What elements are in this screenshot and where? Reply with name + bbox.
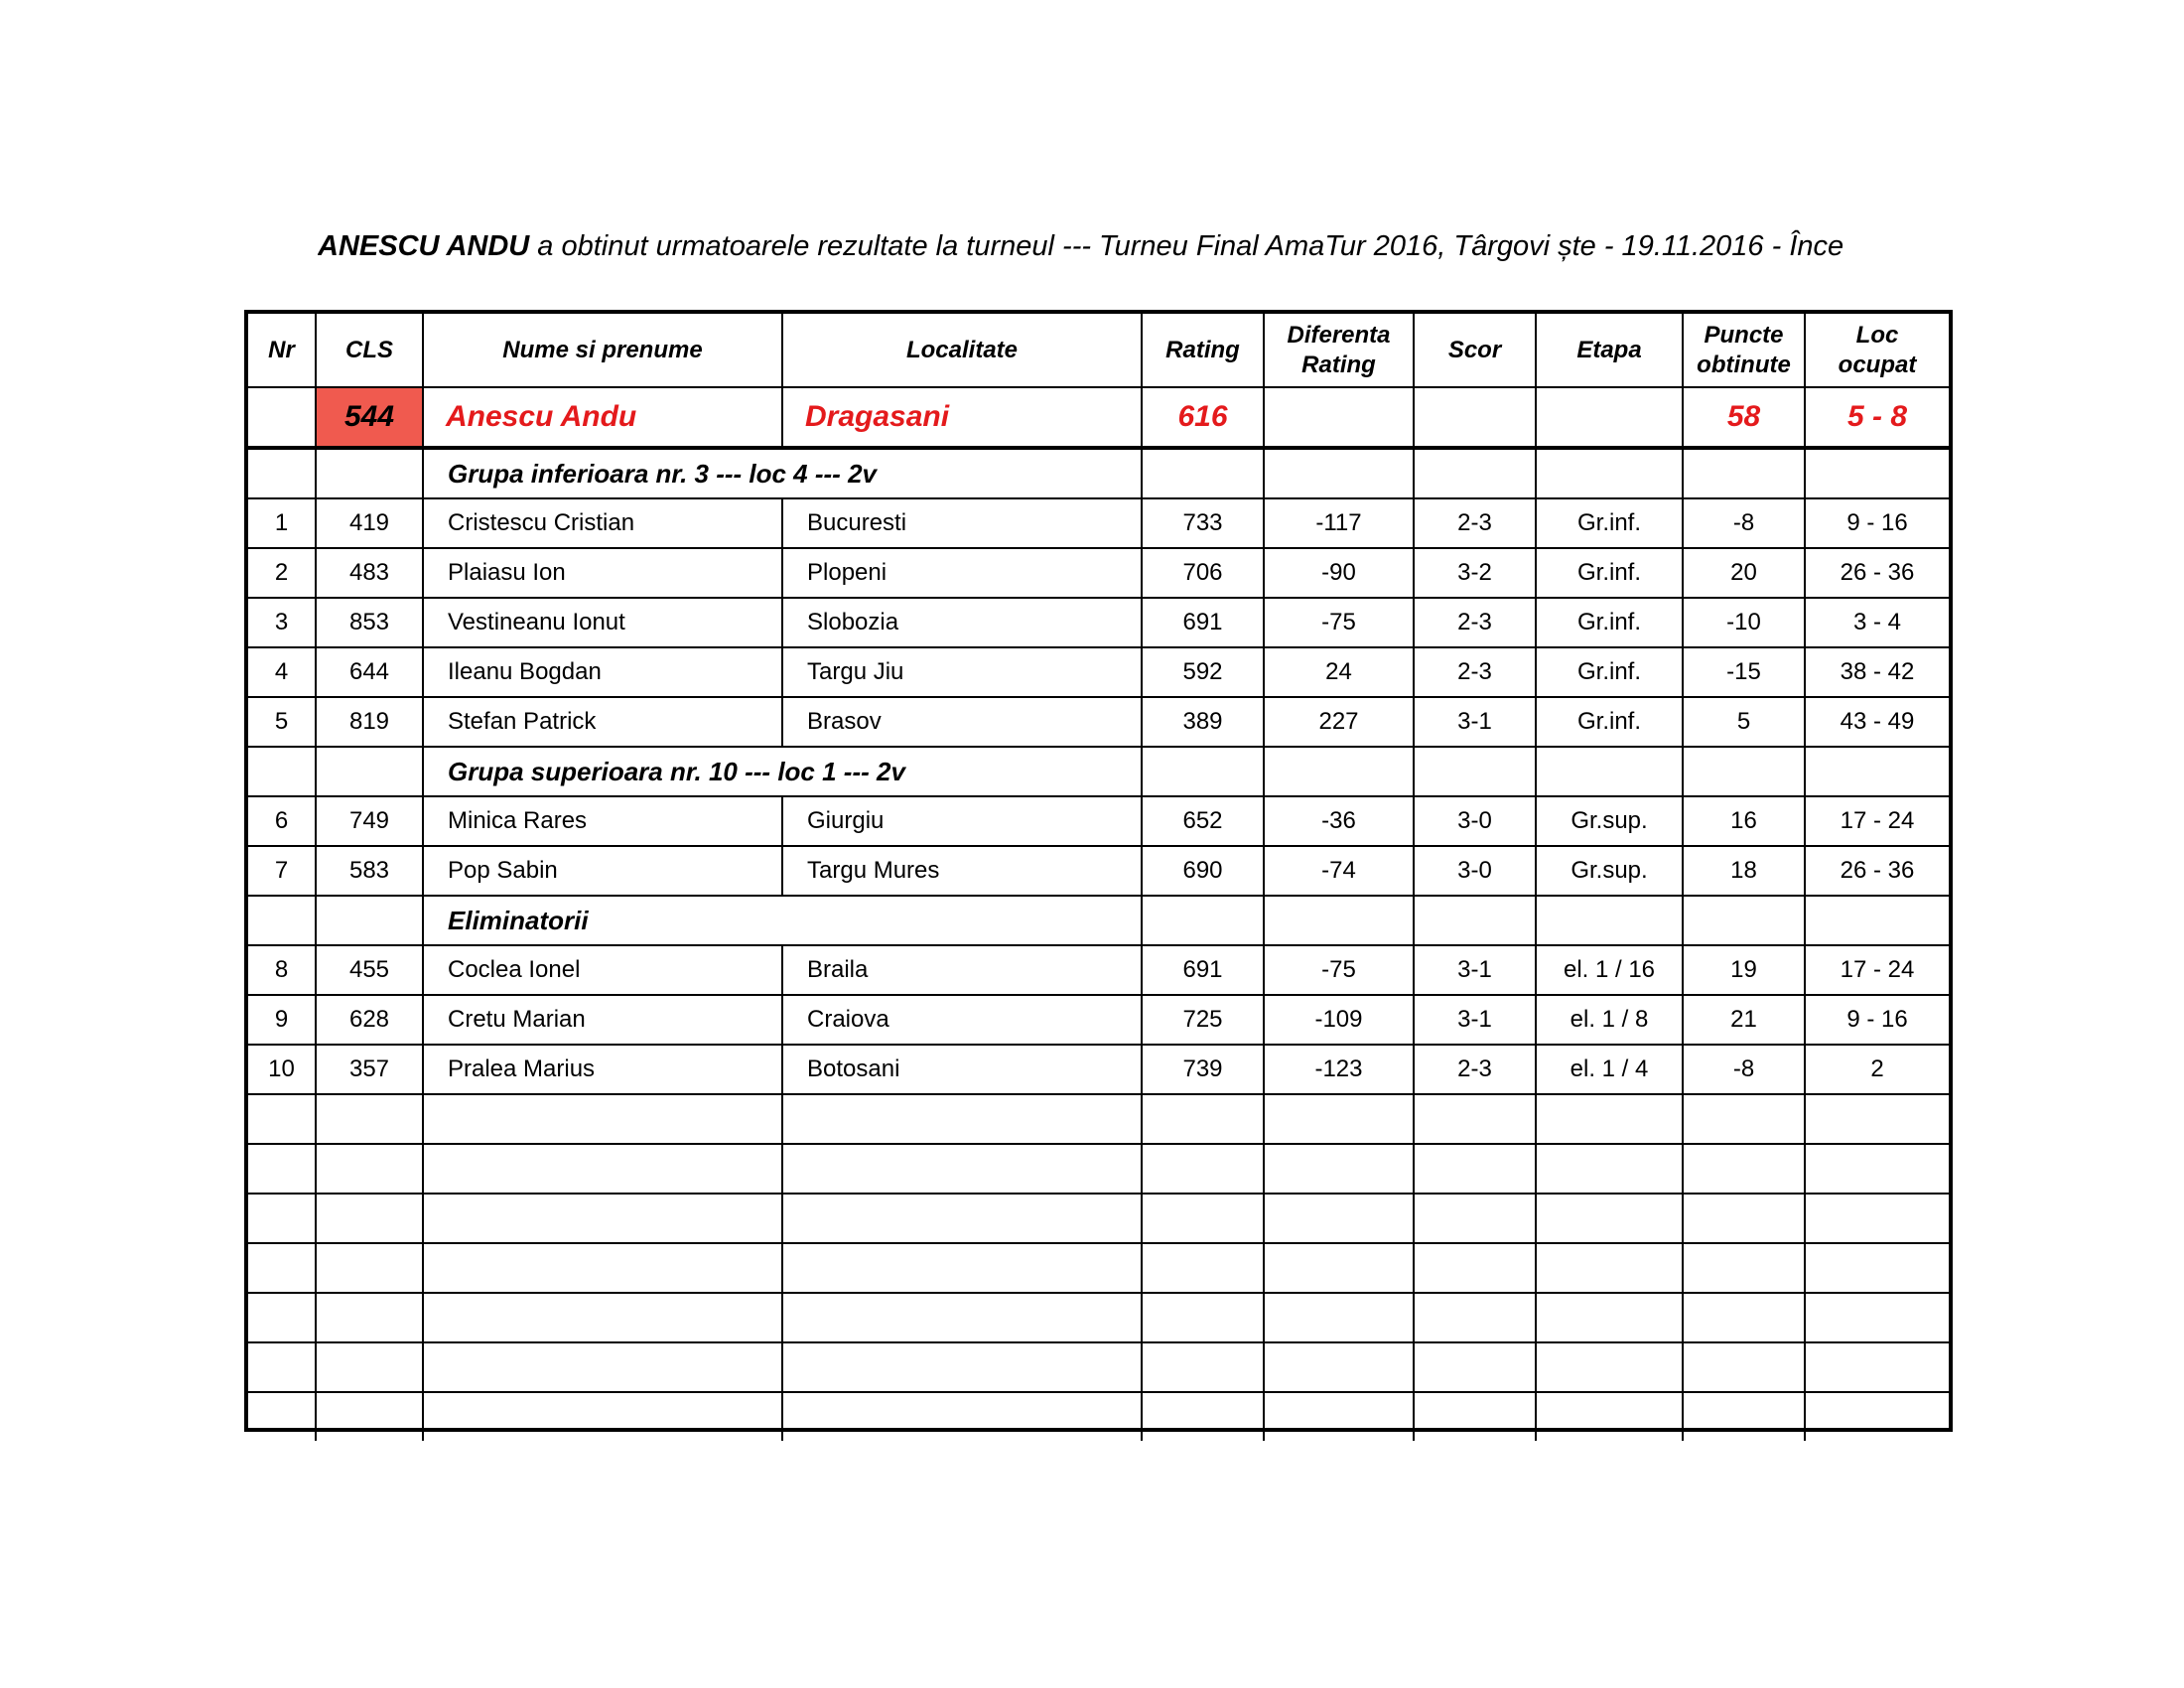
group-label: Grupa inferioara nr. 3 --- loc 4 --- 2v	[423, 448, 782, 498]
empty-cell	[1536, 1094, 1683, 1144]
empty-cell	[1142, 1342, 1264, 1392]
match-points: -15	[1683, 647, 1805, 697]
player-nr	[248, 387, 316, 448]
empty-cell	[1414, 1144, 1536, 1194]
table-row	[248, 548, 1949, 598]
match-score: 3-0	[1414, 846, 1536, 896]
match-nr: 7	[248, 846, 316, 896]
player-score	[1414, 387, 1536, 448]
empty-cell	[316, 896, 423, 945]
match-points: -8	[1683, 498, 1805, 548]
opponent-place: 26 - 36	[1805, 846, 1949, 896]
match-nr: 4	[248, 647, 316, 697]
empty-cell	[248, 1194, 316, 1243]
empty-cell	[1142, 1144, 1264, 1194]
rating-diff: -109	[1264, 995, 1414, 1045]
empty-cell	[423, 1243, 782, 1293]
match-cls: 819	[316, 697, 423, 747]
empty-cell	[1536, 747, 1683, 796]
empty-cell	[1683, 896, 1805, 945]
empty-cell	[1683, 747, 1805, 796]
empty-cell	[316, 1392, 423, 1441]
table-row	[248, 598, 1949, 647]
empty-cell	[1805, 1243, 1949, 1293]
empty-cell	[316, 1243, 423, 1293]
empty-cell	[1683, 1144, 1805, 1194]
opponent-place: 43 - 49	[1805, 697, 1949, 747]
empty-cell	[1414, 448, 1536, 498]
match-stage: el. 1 / 16	[1536, 945, 1683, 995]
match-stage: el. 1 / 8	[1536, 995, 1683, 1045]
match-score: 2-3	[1414, 498, 1536, 548]
empty-cell	[1264, 1144, 1414, 1194]
opponent-name: Stefan Patrick	[423, 697, 782, 747]
match-score: 3-2	[1414, 548, 1536, 598]
empty-cell	[1142, 1194, 1264, 1243]
opponent-rating: 725	[1142, 995, 1264, 1045]
rating-diff: -123	[1264, 1045, 1414, 1094]
group-row	[248, 896, 1949, 945]
empty-cell	[316, 747, 423, 796]
empty-cell	[1536, 896, 1683, 945]
empty-cell	[1805, 1342, 1949, 1392]
empty-cell	[1414, 1194, 1536, 1243]
empty-cell	[1264, 448, 1414, 498]
empty-cell	[316, 1293, 423, 1342]
empty-cell	[1805, 1293, 1949, 1342]
col-header-name: Nume si prenume	[423, 314, 782, 387]
empty-cell	[1142, 1293, 1264, 1342]
empty-cell	[1414, 1392, 1536, 1441]
empty-cell	[1683, 1293, 1805, 1342]
match-stage: Gr.inf.	[1536, 598, 1683, 647]
match-nr: 5	[248, 697, 316, 747]
player-stage	[1536, 387, 1683, 448]
opponent-city: Giurgiu	[782, 796, 1142, 846]
match-stage: Gr.inf.	[1536, 647, 1683, 697]
match-score: 3-1	[1414, 995, 1536, 1045]
empty-cell	[1805, 448, 1949, 498]
empty-cell	[782, 1293, 1142, 1342]
empty-cell	[1264, 896, 1414, 945]
empty-cell	[1414, 1094, 1536, 1144]
empty-cell	[1264, 747, 1414, 796]
col-header-diff: Diferenta Rating	[1264, 314, 1414, 387]
col-header-points: Puncte obtinute	[1683, 314, 1805, 387]
empty-cell	[1142, 1243, 1264, 1293]
table-row	[248, 945, 1949, 995]
match-points: 20	[1683, 548, 1805, 598]
empty-cell	[316, 1194, 423, 1243]
match-stage: Gr.inf.	[1536, 548, 1683, 598]
empty-cell	[248, 1094, 316, 1144]
opponent-city: Braila	[782, 945, 1142, 995]
empty-cell	[1805, 1094, 1949, 1144]
empty-cell	[1414, 1342, 1536, 1392]
group-label: Grupa superioara nr. 10 --- loc 1 --- 2v	[423, 747, 782, 796]
empty-row	[248, 1094, 1949, 1144]
empty-cell	[1414, 1293, 1536, 1342]
match-stage: el. 1 / 4	[1536, 1045, 1683, 1094]
opponent-name: Minica Rares	[423, 796, 782, 846]
opponent-rating: 592	[1142, 647, 1264, 697]
empty-cell	[782, 1392, 1142, 1441]
empty-cell	[1142, 1392, 1264, 1441]
empty-cell	[1683, 448, 1805, 498]
group-label: Eliminatorii	[423, 896, 782, 945]
results-table	[248, 314, 1949, 1441]
match-cls: 853	[316, 598, 423, 647]
empty-cell	[782, 896, 1142, 945]
match-points: 5	[1683, 697, 1805, 747]
empty-cell	[423, 1194, 782, 1243]
empty-cell	[1805, 1144, 1949, 1194]
table-row	[248, 1045, 1949, 1094]
empty-cell	[1142, 448, 1264, 498]
empty-cell	[316, 448, 423, 498]
empty-cell	[1536, 1144, 1683, 1194]
match-nr: 10	[248, 1045, 316, 1094]
empty-cell	[1536, 1293, 1683, 1342]
empty-cell	[248, 747, 316, 796]
header-row	[248, 314, 1949, 387]
opponent-rating: 691	[1142, 598, 1264, 647]
table-row	[248, 995, 1949, 1045]
empty-cell	[248, 448, 316, 498]
col-header-score: Scor	[1414, 314, 1536, 387]
match-cls: 357	[316, 1045, 423, 1094]
empty-cell	[248, 1293, 316, 1342]
opponent-city: Plopeni	[782, 548, 1142, 598]
opponent-place: 3 - 4	[1805, 598, 1949, 647]
opponent-name: Vestineanu Ionut	[423, 598, 782, 647]
group-row	[248, 747, 1949, 796]
match-points: 19	[1683, 945, 1805, 995]
table-row	[248, 697, 1949, 747]
empty-cell	[248, 1342, 316, 1392]
opponent-city: Targu Mures	[782, 846, 1142, 896]
empty-cell	[1805, 896, 1949, 945]
opponent-rating: 706	[1142, 548, 1264, 598]
opponent-place: 17 - 24	[1805, 945, 1949, 995]
match-score: 2-3	[1414, 598, 1536, 647]
empty-row	[248, 1293, 1949, 1342]
rating-diff: 24	[1264, 647, 1414, 697]
empty-cell	[248, 1243, 316, 1293]
empty-cell	[1683, 1243, 1805, 1293]
player-city: Dragasani	[782, 387, 1142, 448]
empty-cell	[1683, 1392, 1805, 1441]
match-score: 2-3	[1414, 647, 1536, 697]
player-name: Anescu Andu	[423, 387, 782, 448]
empty-cell	[782, 1094, 1142, 1144]
player-rating: 616	[1142, 387, 1264, 448]
empty-cell	[1264, 1094, 1414, 1144]
empty-cell	[1683, 1094, 1805, 1144]
empty-cell	[1264, 1293, 1414, 1342]
player-name-heading: ANESCU ANDU	[318, 230, 530, 262]
match-score: 3-0	[1414, 796, 1536, 846]
match-cls: 749	[316, 796, 423, 846]
opponent-place: 26 - 36	[1805, 548, 1949, 598]
rating-diff: -36	[1264, 796, 1414, 846]
match-cls: 455	[316, 945, 423, 995]
empty-cell	[782, 1194, 1142, 1243]
opponent-rating: 690	[1142, 846, 1264, 896]
player-points: 58	[1683, 387, 1805, 448]
match-points: -8	[1683, 1045, 1805, 1094]
empty-cell	[1805, 1392, 1949, 1441]
empty-row	[248, 1342, 1949, 1392]
opponent-name: Coclea Ionel	[423, 945, 782, 995]
player-place: 5 - 8	[1805, 387, 1949, 448]
opponent-name: Cretu Marian	[423, 995, 782, 1045]
empty-cell	[1142, 1094, 1264, 1144]
empty-cell	[316, 1094, 423, 1144]
match-nr: 2	[248, 548, 316, 598]
opponent-name: Ileanu Bogdan	[423, 647, 782, 697]
empty-cell	[1414, 896, 1536, 945]
opponent-rating: 733	[1142, 498, 1264, 548]
opponent-rating: 691	[1142, 945, 1264, 995]
empty-cell	[1683, 1194, 1805, 1243]
table-row	[248, 647, 1949, 697]
opponent-place: 2	[1805, 1045, 1949, 1094]
empty-cell	[1142, 896, 1264, 945]
match-points: 21	[1683, 995, 1805, 1045]
col-header-nr: Nr	[248, 314, 316, 387]
col-header-city: Localitate	[782, 314, 1142, 387]
rating-diff: -75	[1264, 945, 1414, 995]
match-stage: Gr.sup.	[1536, 796, 1683, 846]
empty-cell	[1414, 747, 1536, 796]
empty-cell	[782, 1243, 1142, 1293]
match-stage: Gr.inf.	[1536, 697, 1683, 747]
empty-cell	[1536, 448, 1683, 498]
empty-cell	[782, 1342, 1142, 1392]
match-nr: 3	[248, 598, 316, 647]
match-nr: 8	[248, 945, 316, 995]
match-cls: 644	[316, 647, 423, 697]
empty-cell	[248, 1392, 316, 1441]
col-header-cls: CLS	[316, 314, 423, 387]
match-score: 3-1	[1414, 945, 1536, 995]
empty-cell	[1805, 747, 1949, 796]
opponent-place: 9 - 16	[1805, 995, 1949, 1045]
results-sheet	[244, 310, 1953, 1432]
opponent-city: Botosani	[782, 1045, 1142, 1094]
empty-row	[248, 1194, 1949, 1243]
match-points: -10	[1683, 598, 1805, 647]
match-cls: 483	[316, 548, 423, 598]
col-header-place: Loc ocupat	[1805, 314, 1949, 387]
empty-cell	[248, 896, 316, 945]
empty-cell	[1264, 1342, 1414, 1392]
match-nr: 6	[248, 796, 316, 846]
table-row	[248, 796, 1949, 846]
col-header-stage: Etapa	[1536, 314, 1683, 387]
opponent-rating: 652	[1142, 796, 1264, 846]
player-row	[248, 387, 1949, 448]
empty-cell	[1536, 1243, 1683, 1293]
rating-diff: 227	[1264, 697, 1414, 747]
table-row	[248, 498, 1949, 548]
opponent-place: 9 - 16	[1805, 498, 1949, 548]
opponent-name: Cristescu Cristian	[423, 498, 782, 548]
opponent-name: Pralea Marius	[423, 1045, 782, 1094]
match-score: 2-3	[1414, 1045, 1536, 1094]
opponent-rating: 739	[1142, 1045, 1264, 1094]
rating-diff: -74	[1264, 846, 1414, 896]
empty-cell	[1683, 1342, 1805, 1392]
opponent-city: Targu Jiu	[782, 647, 1142, 697]
empty-cell	[316, 1342, 423, 1392]
empty-cell	[423, 1144, 782, 1194]
empty-cell	[1264, 1194, 1414, 1243]
empty-cell	[423, 1094, 782, 1144]
opponent-city: Slobozia	[782, 598, 1142, 647]
group-row	[248, 448, 1949, 498]
empty-cell	[316, 1144, 423, 1194]
opponent-name: Pop Sabin	[423, 846, 782, 896]
match-nr: 1	[248, 498, 316, 548]
empty-cell	[1264, 1392, 1414, 1441]
empty-cell	[1536, 1194, 1683, 1243]
match-cls: 628	[316, 995, 423, 1045]
title-text: a obtinut urmatoarele rezultate la turneul --- Turneu Final AmaTur 2016, Târgovi ște - 19.11.2016 - Înce	[529, 230, 1844, 262]
empty-row	[248, 1144, 1949, 1194]
opponent-name: Plaiasu Ion	[423, 548, 782, 598]
rating-diff: -117	[1264, 498, 1414, 548]
col-header-rating: Rating	[1142, 314, 1264, 387]
empty-row	[248, 1392, 1949, 1441]
empty-cell	[1805, 1194, 1949, 1243]
opponent-city: Brasov	[782, 697, 1142, 747]
empty-cell	[248, 1144, 316, 1194]
match-cls: 583	[316, 846, 423, 896]
rating-diff: -75	[1264, 598, 1414, 647]
opponent-city: Craiova	[782, 995, 1142, 1045]
match-points: 18	[1683, 846, 1805, 896]
table-row	[248, 846, 1949, 896]
match-stage: Gr.inf.	[1536, 498, 1683, 548]
empty-cell	[1536, 1392, 1683, 1441]
match-points: 16	[1683, 796, 1805, 846]
opponent-place: 38 - 42	[1805, 647, 1949, 697]
player-diff	[1264, 387, 1414, 448]
opponent-rating: 389	[1142, 697, 1264, 747]
match-stage: Gr.sup.	[1536, 846, 1683, 896]
opponent-place: 17 - 24	[1805, 796, 1949, 846]
empty-cell	[423, 1342, 782, 1392]
empty-cell	[782, 1144, 1142, 1194]
empty-cell	[1142, 747, 1264, 796]
empty-cell	[1414, 1243, 1536, 1293]
match-score: 3-1	[1414, 697, 1536, 747]
player-cls: 544	[316, 387, 423, 448]
empty-cell	[423, 1293, 782, 1342]
page-title	[318, 226, 1946, 266]
rating-diff: -90	[1264, 548, 1414, 598]
empty-cell	[1264, 1243, 1414, 1293]
empty-cell	[1536, 1342, 1683, 1392]
empty-cell	[423, 1392, 782, 1441]
empty-row	[248, 1243, 1949, 1293]
match-nr: 9	[248, 995, 316, 1045]
opponent-city: Bucuresti	[782, 498, 1142, 548]
match-cls: 419	[316, 498, 423, 548]
